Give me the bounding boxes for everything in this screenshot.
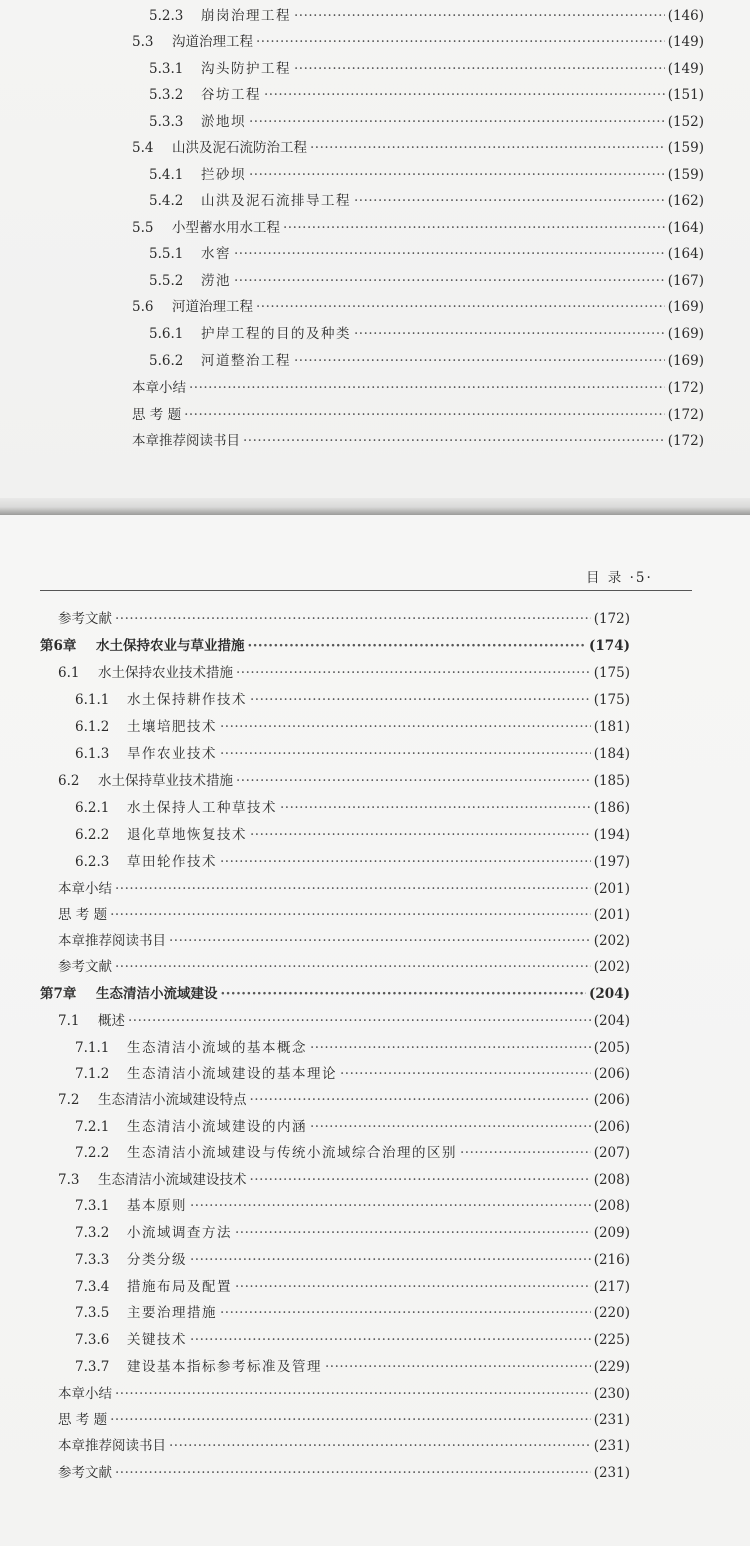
- toc-entry-page: (206): [593, 1119, 630, 1135]
- toc-entry-page: (205): [593, 1040, 630, 1056]
- toc-entry-title: 生态清洁小流域的基本概念: [127, 1040, 307, 1056]
- toc-entry-number: 5.3.1: [149, 61, 184, 77]
- toc-entry: [75, 1275, 630, 1295]
- toc-leader-dots: [220, 746, 591, 762]
- toc-entry-page: (172): [667, 407, 704, 423]
- toc-entry-page: (174): [589, 638, 630, 654]
- toc-entry-title: 本章推荐阅读书目: [132, 433, 240, 449]
- toc-entry-title: 土壤培肥技术: [127, 719, 217, 735]
- toc-leader-dots: [236, 665, 591, 681]
- toc-entry-title: 水土保持人工种草技术: [127, 800, 277, 816]
- toc-entry: [132, 30, 704, 50]
- toc-entry-title: 草田轮作技术: [127, 854, 217, 870]
- toc-entry: [75, 688, 630, 708]
- toc-entry: [58, 769, 630, 789]
- toc-entry-title: 建设基本指标参考标准及管理: [127, 1359, 322, 1375]
- toc-leader-dots: [110, 907, 591, 923]
- toc-entry: [149, 349, 704, 369]
- toc-leader-dots: [280, 800, 591, 816]
- toc-entry-title: 涝池: [201, 273, 231, 289]
- toc-entry-number: 7.2.2: [75, 1145, 110, 1161]
- toc-entry-page: (185): [593, 773, 630, 789]
- toc-leader-dots: [283, 220, 665, 236]
- toc-entry-number: 6.2: [58, 773, 80, 789]
- toc-entry-number: 6.2.2: [75, 827, 110, 843]
- toc-leader-dots: [115, 611, 591, 627]
- toc-entry: [58, 877, 630, 897]
- toc-entry-title: 生态清洁小流域建设特点: [98, 1092, 247, 1108]
- toc-entry-title: 本章小结: [132, 380, 186, 396]
- toc-entry: [149, 322, 704, 342]
- toc-entry: [58, 1009, 630, 1029]
- toc-entry-page: (152): [667, 114, 704, 130]
- toc-entry-title: 山洪及泥石流排导工程: [201, 193, 351, 209]
- toc-leader-dots: [250, 692, 591, 708]
- toc-leader-dots: [310, 140, 665, 156]
- toc-entry-title: 沟道治理工程: [172, 34, 253, 50]
- toc-entry-page: (225): [593, 1332, 630, 1348]
- toc-entry-number: 7.1: [58, 1013, 80, 1029]
- toc-entry: [75, 1221, 630, 1241]
- toc-leader-dots: [169, 933, 591, 949]
- toc-entry-number: 7.3.7: [75, 1359, 110, 1375]
- toc-entry-page: (164): [667, 220, 704, 236]
- toc-entry-title: 概述: [98, 1013, 125, 1029]
- toc-entry-page: (206): [593, 1092, 630, 1108]
- toc-entry: [58, 1408, 630, 1428]
- toc-entry-title: 生态清洁小流域建设与传统小流域综合治理的区别: [127, 1145, 457, 1161]
- toc-entry-page: (231): [593, 1438, 630, 1454]
- toc-entry-page: (167): [667, 273, 704, 289]
- toc-entry-page: (159): [667, 140, 704, 156]
- toc-leader-dots: [294, 8, 665, 24]
- toc-entry-page: (230): [593, 1386, 630, 1402]
- toc-leader-dots: [310, 1119, 591, 1135]
- toc-leader-dots: [234, 246, 665, 262]
- toc-entry-title: 小流域调查方法: [127, 1225, 232, 1241]
- toc-entry-page: (220): [593, 1305, 630, 1321]
- toc-leader-dots: [249, 167, 665, 183]
- toc-entry-number: 5.5.1: [149, 246, 184, 262]
- toc-leader-dots: [184, 407, 665, 423]
- toc-entry-page: (202): [593, 933, 630, 949]
- toc-leader-dots: [235, 1225, 591, 1241]
- toc-entry: [132, 429, 704, 449]
- toc-leader-dots: [250, 1172, 591, 1188]
- toc-entry: [75, 1301, 630, 1321]
- toc-entry: [75, 1036, 630, 1056]
- toc-entry-page: (197): [593, 854, 630, 870]
- toc-entry: [149, 83, 704, 103]
- toc-entry-number: 6.1.3: [75, 746, 110, 762]
- toc-leader-dots: [221, 986, 587, 1002]
- toc-entry-page: (231): [593, 1412, 630, 1428]
- toc-entry-title: 水土保持农业技术措施: [98, 665, 233, 681]
- toc-leader-dots: [250, 827, 591, 843]
- toc-entry: [40, 634, 630, 654]
- toc-entry: [58, 661, 630, 681]
- toc-entry-page: (175): [593, 692, 630, 708]
- toc-entry-title: 崩岗治理工程: [201, 8, 291, 24]
- toc-entry-title: 参考文献: [58, 959, 112, 975]
- toc-entry-number: 5.4: [132, 140, 154, 156]
- toc-entry-page: (172): [667, 380, 704, 396]
- toc-entry-page: (184): [593, 746, 630, 762]
- toc-entry-page: (164): [667, 246, 704, 262]
- toc-leader-dots: [294, 61, 665, 77]
- toc-entry-page: (201): [593, 907, 630, 923]
- toc-entry-title: 水窖: [201, 246, 231, 262]
- toc-entry-number: 6.2.3: [75, 854, 110, 870]
- toc-entry: [132, 403, 704, 423]
- toc-entry-page: (169): [667, 299, 704, 315]
- toc-leader-dots: [354, 193, 665, 209]
- toc-leader-dots: [220, 854, 591, 870]
- toc-entry: [75, 850, 630, 870]
- toc-entry-number: 7.3: [58, 1172, 80, 1188]
- toc-entry: [132, 295, 704, 315]
- toc-entry-title: 生态清洁小流域建设的内涵: [127, 1119, 307, 1135]
- toc-entry: [58, 1461, 630, 1481]
- toc-entry: [149, 242, 704, 262]
- toc-entry-number: 6.2.1: [75, 800, 110, 816]
- toc-leader-dots: [294, 353, 665, 369]
- toc-entry-number: 5.3.3: [149, 114, 184, 130]
- toc-entry: [149, 269, 704, 289]
- toc-entry: [149, 110, 704, 130]
- toc-entry-number: 7.2.1: [75, 1119, 110, 1135]
- toc-entry-title: 护岸工程的目的及种类: [201, 326, 351, 342]
- toc-leader-dots: [236, 773, 591, 789]
- toc-entry: [58, 903, 630, 923]
- toc-entry-number: 5.4.2: [149, 193, 184, 209]
- toc-entry: [75, 1248, 630, 1268]
- toc-entry-number: 5.3.2: [149, 87, 184, 103]
- toc-entry-number: 7.3.3: [75, 1252, 110, 1268]
- toc-entry-title: 生态清洁小流域建设的基本理论: [127, 1066, 337, 1082]
- toc-entry-title: 主要治理措施: [127, 1305, 217, 1321]
- toc-entry-title: 本章推荐阅读书目: [58, 933, 166, 949]
- header-rule: [40, 590, 692, 591]
- toc-entry-title: 分类分级: [127, 1252, 187, 1268]
- toc-entry-page: (206): [593, 1066, 630, 1082]
- running-head: 目 录 ·5·: [586, 570, 653, 586]
- toc-entry-page: (159): [667, 167, 704, 183]
- toc-entry-number: 7.3.2: [75, 1225, 110, 1241]
- toc-entry-number: 5.5: [132, 220, 154, 236]
- toc-entry-page: (149): [667, 34, 704, 50]
- toc-entry-number: 7.2: [58, 1092, 80, 1108]
- toc-entry-title: 淤地坝: [201, 114, 246, 130]
- toc-entry-page: (151): [667, 87, 704, 103]
- toc-leader-dots: [220, 1305, 591, 1321]
- toc-entry-page: (175): [593, 665, 630, 681]
- toc-entry-title: 拦砂坝: [201, 167, 246, 183]
- toc-entry-number: 5.2.3: [149, 8, 184, 24]
- toc-entry-page: (172): [667, 433, 704, 449]
- toc-entry-number: 第6章: [40, 638, 77, 654]
- toc-entry-number: 7.3.5: [75, 1305, 110, 1321]
- toc-entry-page: (209): [593, 1225, 630, 1241]
- toc-entry-page: (208): [593, 1198, 630, 1214]
- toc-entry-page: (181): [593, 719, 630, 735]
- toc-entry-title: 思 考 题: [132, 407, 182, 423]
- toc-leader-dots: [190, 1332, 591, 1348]
- toc-entry: [58, 607, 630, 627]
- toc-entry-number: 6.1.2: [75, 719, 110, 735]
- toc-entry: [75, 742, 630, 762]
- toc-entry: [75, 1115, 630, 1135]
- toc-entry: [149, 4, 704, 24]
- toc-entry-title: 河道治理工程: [172, 299, 253, 315]
- toc-entry: [149, 57, 704, 77]
- toc-entry-page: (169): [667, 326, 704, 342]
- toc-entry-number: 7.3.1: [75, 1198, 110, 1214]
- toc-entry: [58, 1434, 630, 1454]
- toc-leader-dots: [235, 1279, 591, 1295]
- toc-entry-title: 思 考 题: [58, 1412, 108, 1428]
- toc-entry: [58, 929, 630, 949]
- toc-entry-page: (201): [593, 881, 630, 897]
- toc-leader-dots: [325, 1359, 591, 1375]
- toc-entry: [75, 796, 630, 816]
- toc-entry-number: 5.5.2: [149, 273, 184, 289]
- toc-entry: [40, 982, 630, 1002]
- toc-leader-dots: [190, 1198, 591, 1214]
- toc-entry-title: 小型蓄水用水工程: [172, 220, 280, 236]
- toc-entry-number: 7.1.2: [75, 1066, 110, 1082]
- toc-leader-dots: [115, 881, 591, 897]
- toc-leader-dots: [354, 326, 665, 342]
- toc-entry-page: (169): [667, 353, 704, 369]
- toc-entry-number: 7.1.1: [75, 1040, 110, 1056]
- toc-entry: [58, 1168, 630, 1188]
- toc-entry-page: (149): [667, 61, 704, 77]
- toc-entry-page: (186): [593, 800, 630, 816]
- toc-entry-page: (162): [667, 193, 704, 209]
- toc-entry-title: 水土保持农业与草业措施: [96, 638, 245, 654]
- toc-entry-number: 第7章: [40, 986, 77, 1002]
- toc-entry-title: 参考文献: [58, 611, 112, 627]
- toc-leader-dots: [310, 1040, 591, 1056]
- toc-entry-title: 水土保持耕作技术: [127, 692, 247, 708]
- toc-leader-dots: [256, 299, 665, 315]
- toc-entry: [58, 1088, 630, 1108]
- toc-entry: [75, 1062, 630, 1082]
- toc-leader-dots: [115, 959, 591, 975]
- toc-entry-title: 本章小结: [58, 881, 112, 897]
- toc-leader-dots: [234, 273, 665, 289]
- toc-leader-dots: [190, 1252, 591, 1268]
- toc-entry-page: (208): [593, 1172, 630, 1188]
- toc-leader-dots: [189, 380, 665, 396]
- toc-entry: [75, 1328, 630, 1348]
- toc-entry-page: (216): [593, 1252, 630, 1268]
- toc-leader-dots: [249, 114, 665, 130]
- toc-entry-title: 谷坊工程: [201, 87, 261, 103]
- toc-leader-dots: [243, 433, 665, 449]
- toc-entry-title: 河道整治工程: [201, 353, 291, 369]
- toc-entry-title: 旱作农业技术: [127, 746, 217, 762]
- toc-entry: [58, 955, 630, 975]
- toc-leader-dots: [264, 87, 665, 103]
- toc-leader-dots: [115, 1465, 591, 1481]
- toc-entry-page: (204): [589, 986, 630, 1002]
- toc-entry-title: 本章推荐阅读书目: [58, 1438, 166, 1454]
- toc-entry-page: (207): [593, 1145, 630, 1161]
- toc-entry-title: 沟头防护工程: [201, 61, 291, 77]
- toc-entry-title: 本章小结: [58, 1386, 112, 1402]
- toc-entry-page: (217): [593, 1279, 630, 1295]
- toc-entry-number: 5.3: [132, 34, 154, 50]
- toc-entry-number: 5.4.1: [149, 167, 184, 183]
- toc-entry-title: 参考文献: [58, 1465, 112, 1481]
- toc-entry: [75, 1355, 630, 1375]
- toc-entry-page: (229): [593, 1359, 630, 1375]
- toc-entry: [132, 216, 704, 236]
- toc-entry-number: 5.6: [132, 299, 154, 315]
- toc-entry: [149, 163, 704, 183]
- toc-leader-dots: [169, 1438, 591, 1454]
- toc-entry-title: 生态清洁小流域建设: [96, 986, 218, 1002]
- toc-leader-dots: [220, 719, 591, 735]
- toc-entry-title: 关键技术: [127, 1332, 187, 1348]
- toc-leader-dots: [248, 638, 587, 654]
- toc-entry: [149, 189, 704, 209]
- toc-entry-number: 6.1.1: [75, 692, 110, 708]
- toc-leader-dots: [128, 1013, 591, 1029]
- toc-entry-title: 思 考 题: [58, 907, 108, 923]
- toc-entry: [75, 715, 630, 735]
- toc-entry-page: (194): [593, 827, 630, 843]
- toc-leader-dots: [110, 1412, 591, 1428]
- toc-entry-number: 6.1: [58, 665, 80, 681]
- toc-entry-page: (172): [593, 611, 630, 627]
- toc-entry-number: 5.6.2: [149, 353, 184, 369]
- toc-entry-page: (231): [593, 1465, 630, 1481]
- toc-leader-dots: [250, 1092, 591, 1108]
- toc-leader-dots: [115, 1386, 591, 1402]
- toc-entry-number: 7.3.4: [75, 1279, 110, 1295]
- toc-entry: [132, 136, 704, 156]
- toc-entry-title: 生态清洁小流域建设技术: [98, 1172, 247, 1188]
- toc-entry-title: 山洪及泥石流防治工程: [172, 140, 307, 156]
- toc-entry-title: 措施布局及配置: [127, 1279, 232, 1295]
- toc-entry-page: (146): [667, 8, 704, 24]
- toc-leader-dots: [256, 34, 665, 50]
- toc-entry: [58, 1382, 630, 1402]
- toc-entry: [75, 1194, 630, 1214]
- toc-entry-page: (202): [593, 959, 630, 975]
- toc-entry: [75, 1141, 630, 1161]
- toc-entry-page: (204): [593, 1013, 630, 1029]
- toc-entry-number: 5.6.1: [149, 326, 184, 342]
- toc-entry: [132, 376, 704, 396]
- toc-entry-title: 退化草地恢复技术: [127, 827, 247, 843]
- toc-leader-dots: [460, 1145, 591, 1161]
- toc-leader-dots: [340, 1066, 591, 1082]
- toc-entry-number: 7.3.6: [75, 1332, 110, 1348]
- toc-entry: [75, 823, 630, 843]
- toc-entry-title: 水土保持草业技术措施: [98, 773, 233, 789]
- toc-entry-title: 基本原则: [127, 1198, 187, 1214]
